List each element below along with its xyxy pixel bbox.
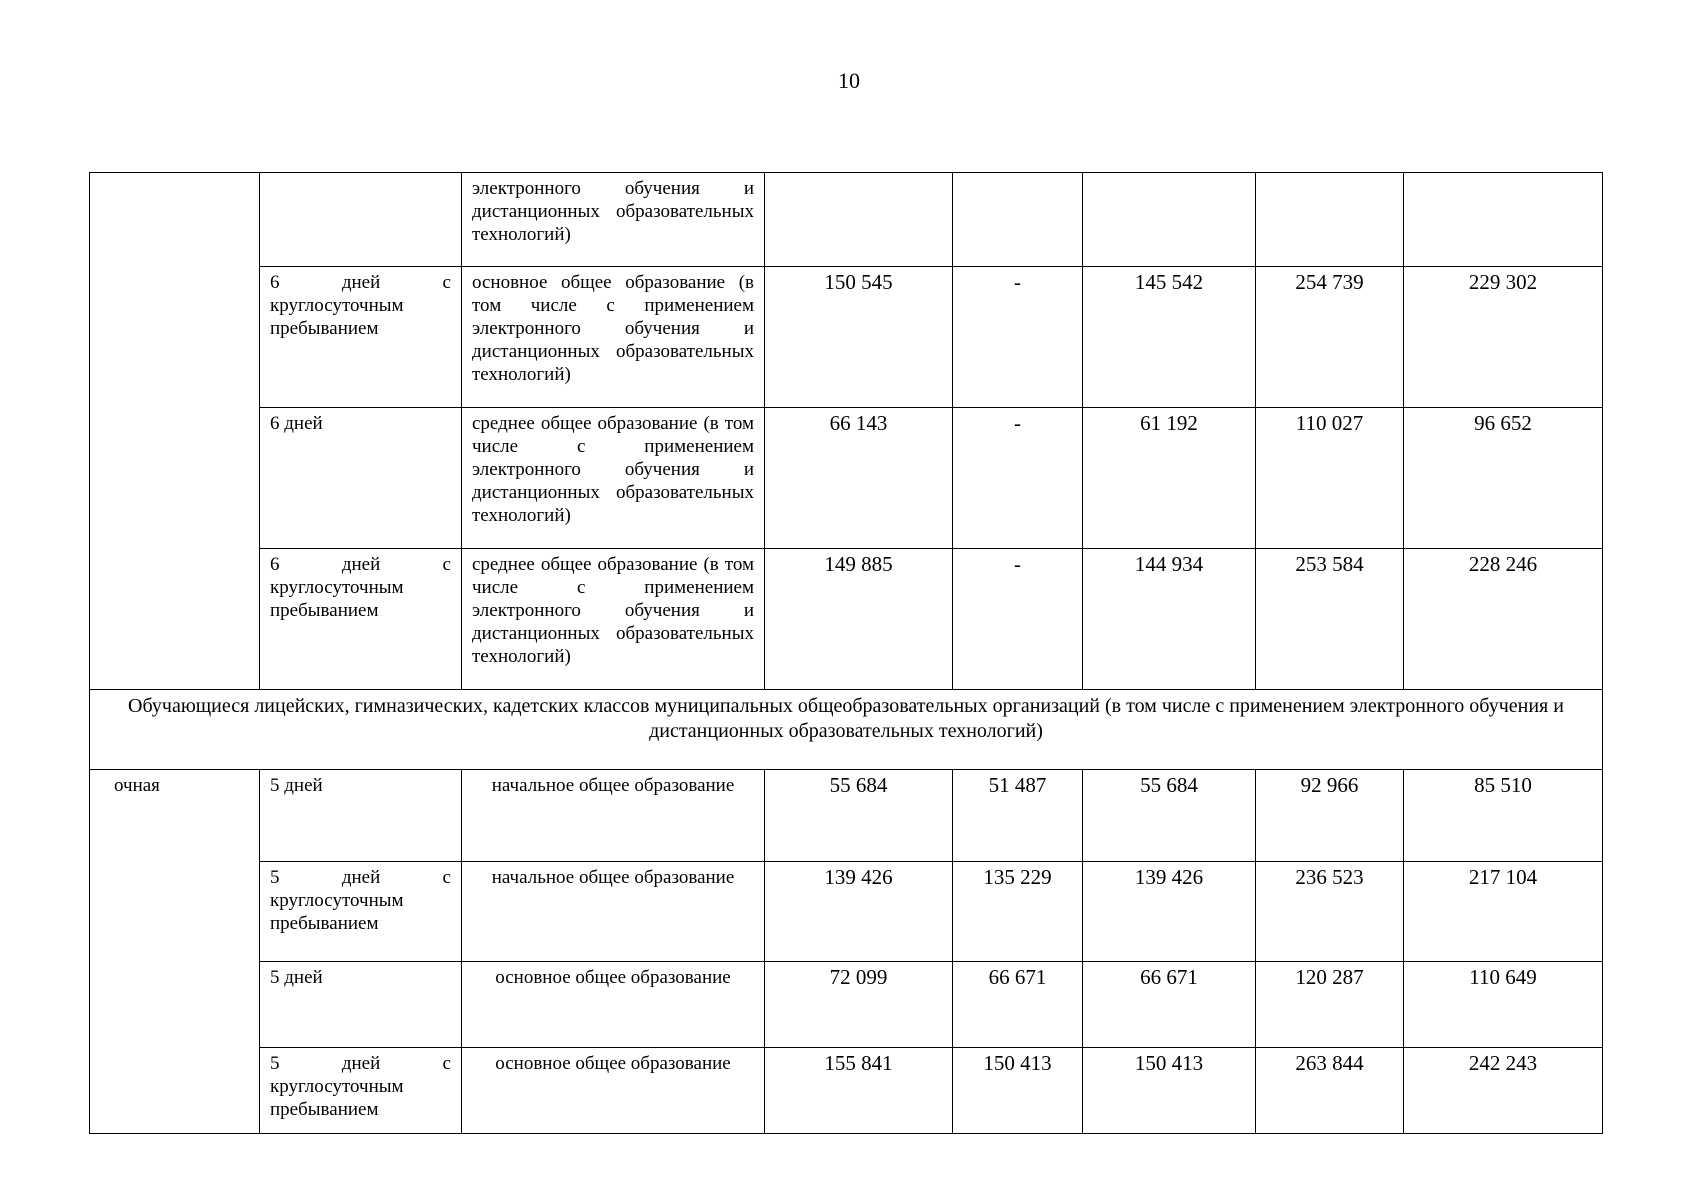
value-cell: 135 229 [953, 862, 1083, 962]
value-cell [953, 173, 1083, 267]
value-cell: 229 302 [1404, 267, 1603, 408]
table-row [90, 862, 1603, 962]
value-cell: 236 523 [1256, 862, 1404, 962]
table-row [90, 770, 1603, 862]
value-cell: - [953, 267, 1083, 408]
value-cell [1256, 173, 1404, 267]
value-cell: 96 652 [1404, 408, 1603, 549]
level-cell: среднее общее образование (в том числе с применением электронного обучения и дистанционных образовательных технологий) [462, 408, 765, 549]
mode-cell: 6 дней [260, 408, 462, 549]
value-cell: 144 934 [1083, 549, 1256, 690]
table-row [90, 962, 1603, 1048]
level-cell: начальное общее образование [462, 770, 765, 862]
value-cell: 61 192 [1083, 408, 1256, 549]
value-cell: 120 287 [1256, 962, 1404, 1048]
value-cell: 150 413 [953, 1048, 1083, 1134]
value-cell [765, 173, 953, 267]
value-cell: 66 671 [1083, 962, 1256, 1048]
value-cell: 145 542 [1083, 267, 1256, 408]
table-row [90, 173, 1603, 267]
value-cell [1083, 173, 1256, 267]
value-cell: 66 143 [765, 408, 953, 549]
mode-cell: 6 дней с круглосуточным пребыванием [260, 267, 462, 408]
level-cell: начальное общее образование [462, 862, 765, 962]
value-cell: - [953, 408, 1083, 549]
value-cell: 139 426 [1083, 862, 1256, 962]
value-cell: 72 099 [765, 962, 953, 1048]
value-cell: 242 243 [1404, 1048, 1603, 1134]
value-cell [1404, 173, 1603, 267]
value-cell: 155 841 [765, 1048, 953, 1134]
value-cell: 110 649 [1404, 962, 1603, 1048]
mode-cell: 5 дней [260, 770, 462, 862]
value-cell: 85 510 [1404, 770, 1603, 862]
mode-cell: 5 дней с круглосуточным пребыванием [260, 1048, 462, 1134]
value-cell: 66 671 [953, 962, 1083, 1048]
mode-cell: 5 дней с круглосуточным пребыванием [260, 862, 462, 962]
page-number: 10 [838, 68, 860, 93]
section-heading-row [90, 690, 1603, 770]
value-cell: 139 426 [765, 862, 953, 962]
level-cell: основное общее образование (в том числе с применением электронного обучения и дистанционных образовательных технологий) [462, 267, 765, 408]
value-cell: 217 104 [1404, 862, 1603, 962]
value-cell: 149 885 [765, 549, 953, 690]
value-cell: 110 027 [1256, 408, 1404, 549]
level-cell: основное общее образование [462, 1048, 765, 1134]
section-heading: Обучающиеся лицейских, гимназических, кадетских классов муниципальных общеобразовательных организаций (в том числе с применением электронного обучения и дистанционных образовательных технологий) [90, 690, 1603, 770]
value-cell: 150 545 [765, 267, 953, 408]
value-cell: 253 584 [1256, 549, 1404, 690]
tariff-table [89, 172, 1603, 1134]
level-cell: среднее общее образование (в том числе с применением электронного обучения и дистанционных образовательных технологий) [462, 549, 765, 690]
table-row [90, 1048, 1603, 1134]
value-cell: 228 246 [1404, 549, 1603, 690]
table-row [90, 408, 1603, 549]
education-form-cell [90, 173, 260, 690]
level-cell: электронного обучения и дистанционных образовательных технологий) [462, 173, 765, 267]
mode-cell [260, 173, 462, 267]
table-row [90, 267, 1603, 408]
level-cell: основное общее образование [462, 962, 765, 1048]
table-row [90, 549, 1603, 690]
mode-cell: 5 дней [260, 962, 462, 1048]
value-cell: 150 413 [1083, 1048, 1256, 1134]
value-cell: - [953, 549, 1083, 690]
value-cell: 51 487 [953, 770, 1083, 862]
mode-cell: 6 дней с круглосуточным пребыванием [260, 549, 462, 690]
value-cell: 55 684 [765, 770, 953, 862]
value-cell: 55 684 [1083, 770, 1256, 862]
value-cell: 254 739 [1256, 267, 1404, 408]
education-form-cell: очная [90, 770, 260, 1134]
value-cell: 92 966 [1256, 770, 1404, 862]
value-cell: 263 844 [1256, 1048, 1404, 1134]
